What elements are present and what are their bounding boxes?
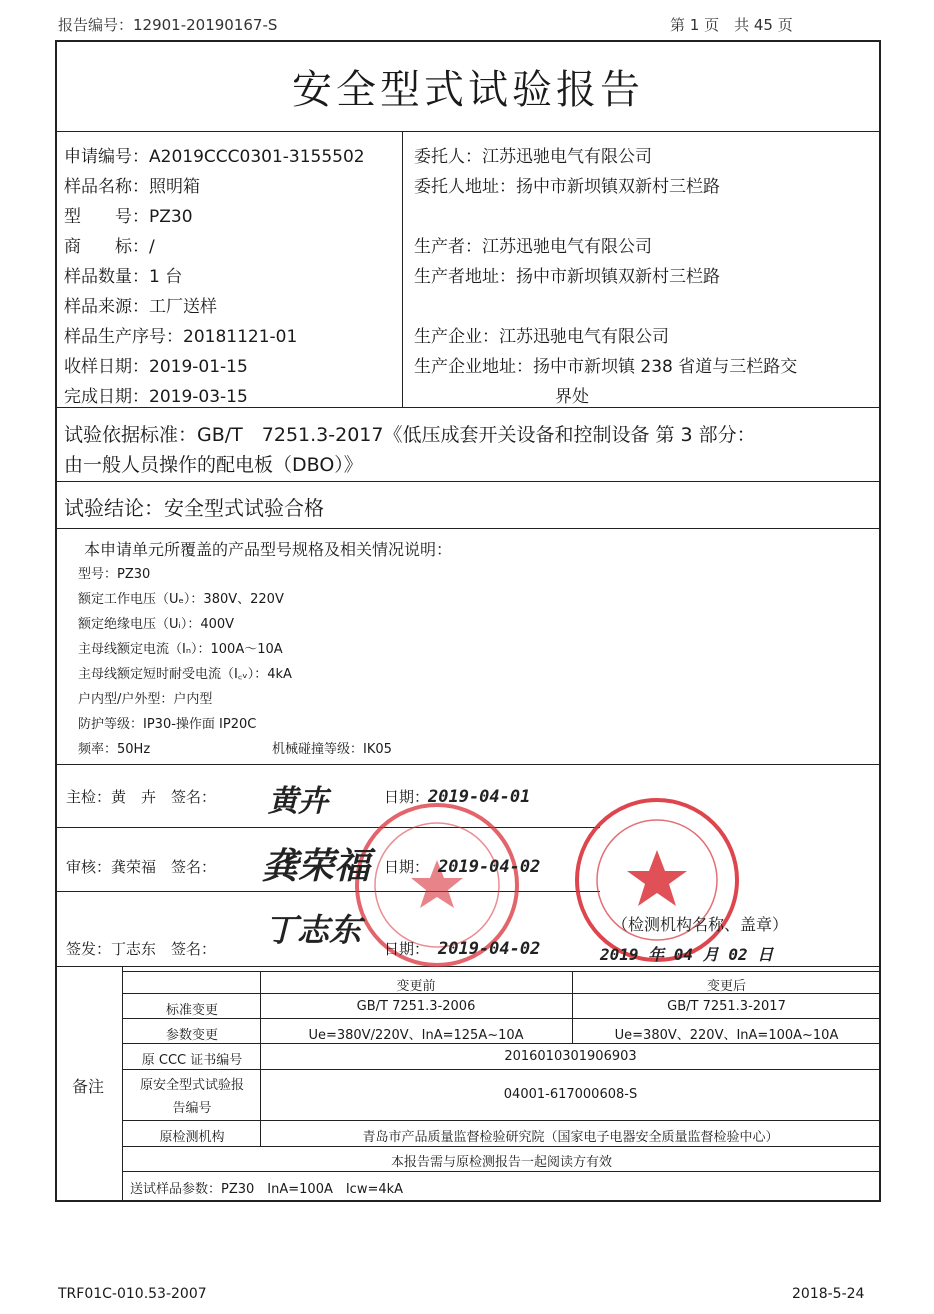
stamp-note: （检测机构名称、盖章） <box>612 915 789 934</box>
footer-date: 2018-5-24 <box>792 1286 865 1302</box>
inspector-date-label: 日期： <box>384 788 430 806</box>
inspector-label: 主检：黄 卉 签名： <box>66 788 217 806</box>
remarks-row-line <box>122 1146 881 1147</box>
remarks-row-line <box>122 1069 881 1070</box>
row-params-before: Ue=380V/220V、InA=125A~10A <box>308 1028 524 1043</box>
coverage-line: 主母线额定电流（Iₙ）：100A～10A <box>78 642 283 657</box>
inspector-signature: 黄卉 <box>268 784 328 819</box>
model: 型 号：PZ30 <box>64 207 193 227</box>
row-standard-before: GB/T 7251.3-2006 <box>356 999 476 1014</box>
test-standard-line2: 由一般人员操作的配电板（DBO）》 <box>64 454 363 476</box>
issuer-date-label: 日期： <box>384 940 430 958</box>
sample-name: 样品名称：照明箱 <box>64 177 200 197</box>
sample-source: 样品来源：工厂送样 <box>64 297 217 317</box>
reviewer-date: 2019-04-02 <box>438 857 541 877</box>
divider-standard <box>55 481 881 482</box>
divider-coverage <box>55 764 881 765</box>
manufacturer-address: 生产企业地址：扬中市新坝镇 238 省道与三栏路交 <box>414 357 798 377</box>
remarks-note: 本报告需与原检测报告一起阅读方有效 <box>390 1155 612 1170</box>
remarks-row-line <box>122 1171 881 1172</box>
remarks-label: 备注 <box>72 1077 105 1096</box>
row-standard-after: GB/T 7251.3-2017 <box>667 999 786 1014</box>
remarks-row-line <box>122 1018 881 1019</box>
sample-quantity: 样品数量：1 台 <box>64 267 183 287</box>
coverage-line: 额定绝缘电压（Uᵢ）：400V <box>78 617 235 632</box>
coverage-line: 额定工作电压（Uₑ）：380V、220V <box>78 592 284 607</box>
ccc-value: 2016010301906903 <box>504 1049 637 1064</box>
issuer-signature: 丁志东 <box>265 911 362 949</box>
reviewer-signature: 龚荣福 <box>262 845 371 887</box>
coverage-frequency: 频率：50Hz <box>78 742 151 757</box>
orig-report-label: 原安全型式试验报 <box>139 1078 244 1093</box>
header-before: 变更前 <box>396 979 436 994</box>
coverage-impact: 机械碰撞等级：IK05 <box>272 742 392 757</box>
coverage-line: 防护等级：IP30-操作面 IP20C <box>78 717 257 732</box>
manufacturer-address-cont: 界处 <box>555 387 589 407</box>
client: 委托人：江苏迅驰电气有限公司 <box>414 147 652 167</box>
divider-title <box>55 131 881 132</box>
orig-report-value: 04001-617000608-S <box>503 1087 638 1102</box>
client-address: 委托人地址：扬中市新坝镇双新村三栏路 <box>414 177 720 197</box>
inspector-date: 2019-04-01 <box>428 787 531 807</box>
orig-org-label: 原检测机构 <box>159 1130 225 1145</box>
coverage-line: 型号：PZ30 <box>78 567 151 582</box>
row-label-params: 参数变更 <box>165 1028 218 1043</box>
issuer-label: 签发：丁志东 签名： <box>66 940 217 958</box>
coverage-line: 主母线额定短时耐受电流（I꜀ᵥ）：4kA <box>78 667 292 682</box>
sample-serial: 样品生产序号：20181121-01 <box>64 327 298 347</box>
sample-parameters: 送试样品参数：PZ30 InA=100A Icw=4kA <box>130 1182 404 1197</box>
remarks-table-top <box>122 971 881 972</box>
page-info: 第 1 页 共 45 页 <box>670 16 793 34</box>
producer: 生产者：江苏迅驰电气有限公司 <box>414 237 652 257</box>
reviewer-label: 审核：龚荣福 签名： <box>66 858 217 876</box>
received-date: 收样日期：2019-01-15 <box>64 357 248 377</box>
coverage-heading: 本申请单元所覆盖的产品型号规格及相关情况说明： <box>84 540 453 559</box>
stamp-date: 2019 年 04 月 02 日 <box>600 945 774 964</box>
coverage-line: 户内型/户外型：户内型 <box>78 692 213 707</box>
row-label-standard: 标准变更 <box>165 1003 218 1018</box>
manufacturer: 生产企业：江苏迅驰电气有限公司 <box>414 327 669 347</box>
divider-conclusion <box>55 528 881 529</box>
orig-report-label-cont: 告编号 <box>172 1101 212 1116</box>
row-params-after: Ue=380V、220V、InA=100A~10A <box>614 1028 839 1043</box>
reviewer-date-label: 日期： <box>384 858 430 876</box>
test-conclusion: 试验结论：安全型式试验合格 <box>64 496 324 520</box>
seal-stamp-right <box>572 795 742 965</box>
divider-info <box>55 407 881 408</box>
divider-info-vertical <box>402 131 403 407</box>
issuer-date: 2019-04-02 <box>438 939 541 959</box>
report-number: 报告编号：12901-20190167-S <box>58 16 278 34</box>
page-title: 安全型式试验报告 <box>292 67 644 113</box>
test-standard-line1: 试验依据标准：GB/T 7251.3-2017《低压成套开关设备和控制设备 第 3 部分： <box>64 424 756 446</box>
header-after: 变更后 <box>706 979 746 994</box>
application-no: 申请编号：A2019CCC0301-3155502 <box>64 147 365 167</box>
producer-address: 生产者地址：扬中市新坝镇双新村三栏路 <box>414 267 720 287</box>
completed-date: 完成日期：2019-03-15 <box>64 387 248 407</box>
footer-form-code: TRF01C-010.53-2007 <box>58 1286 207 1302</box>
orig-org-value: 青岛市产品质量监督检验研究院（国家电子电器安全质量监督检验中心） <box>362 1130 779 1145</box>
remarks-row-line <box>122 1043 881 1044</box>
ccc-label: 原 CCC 证书编号 <box>141 1053 243 1068</box>
trademark: 商 标：/ <box>64 237 155 257</box>
remarks-row-line <box>122 1120 881 1121</box>
